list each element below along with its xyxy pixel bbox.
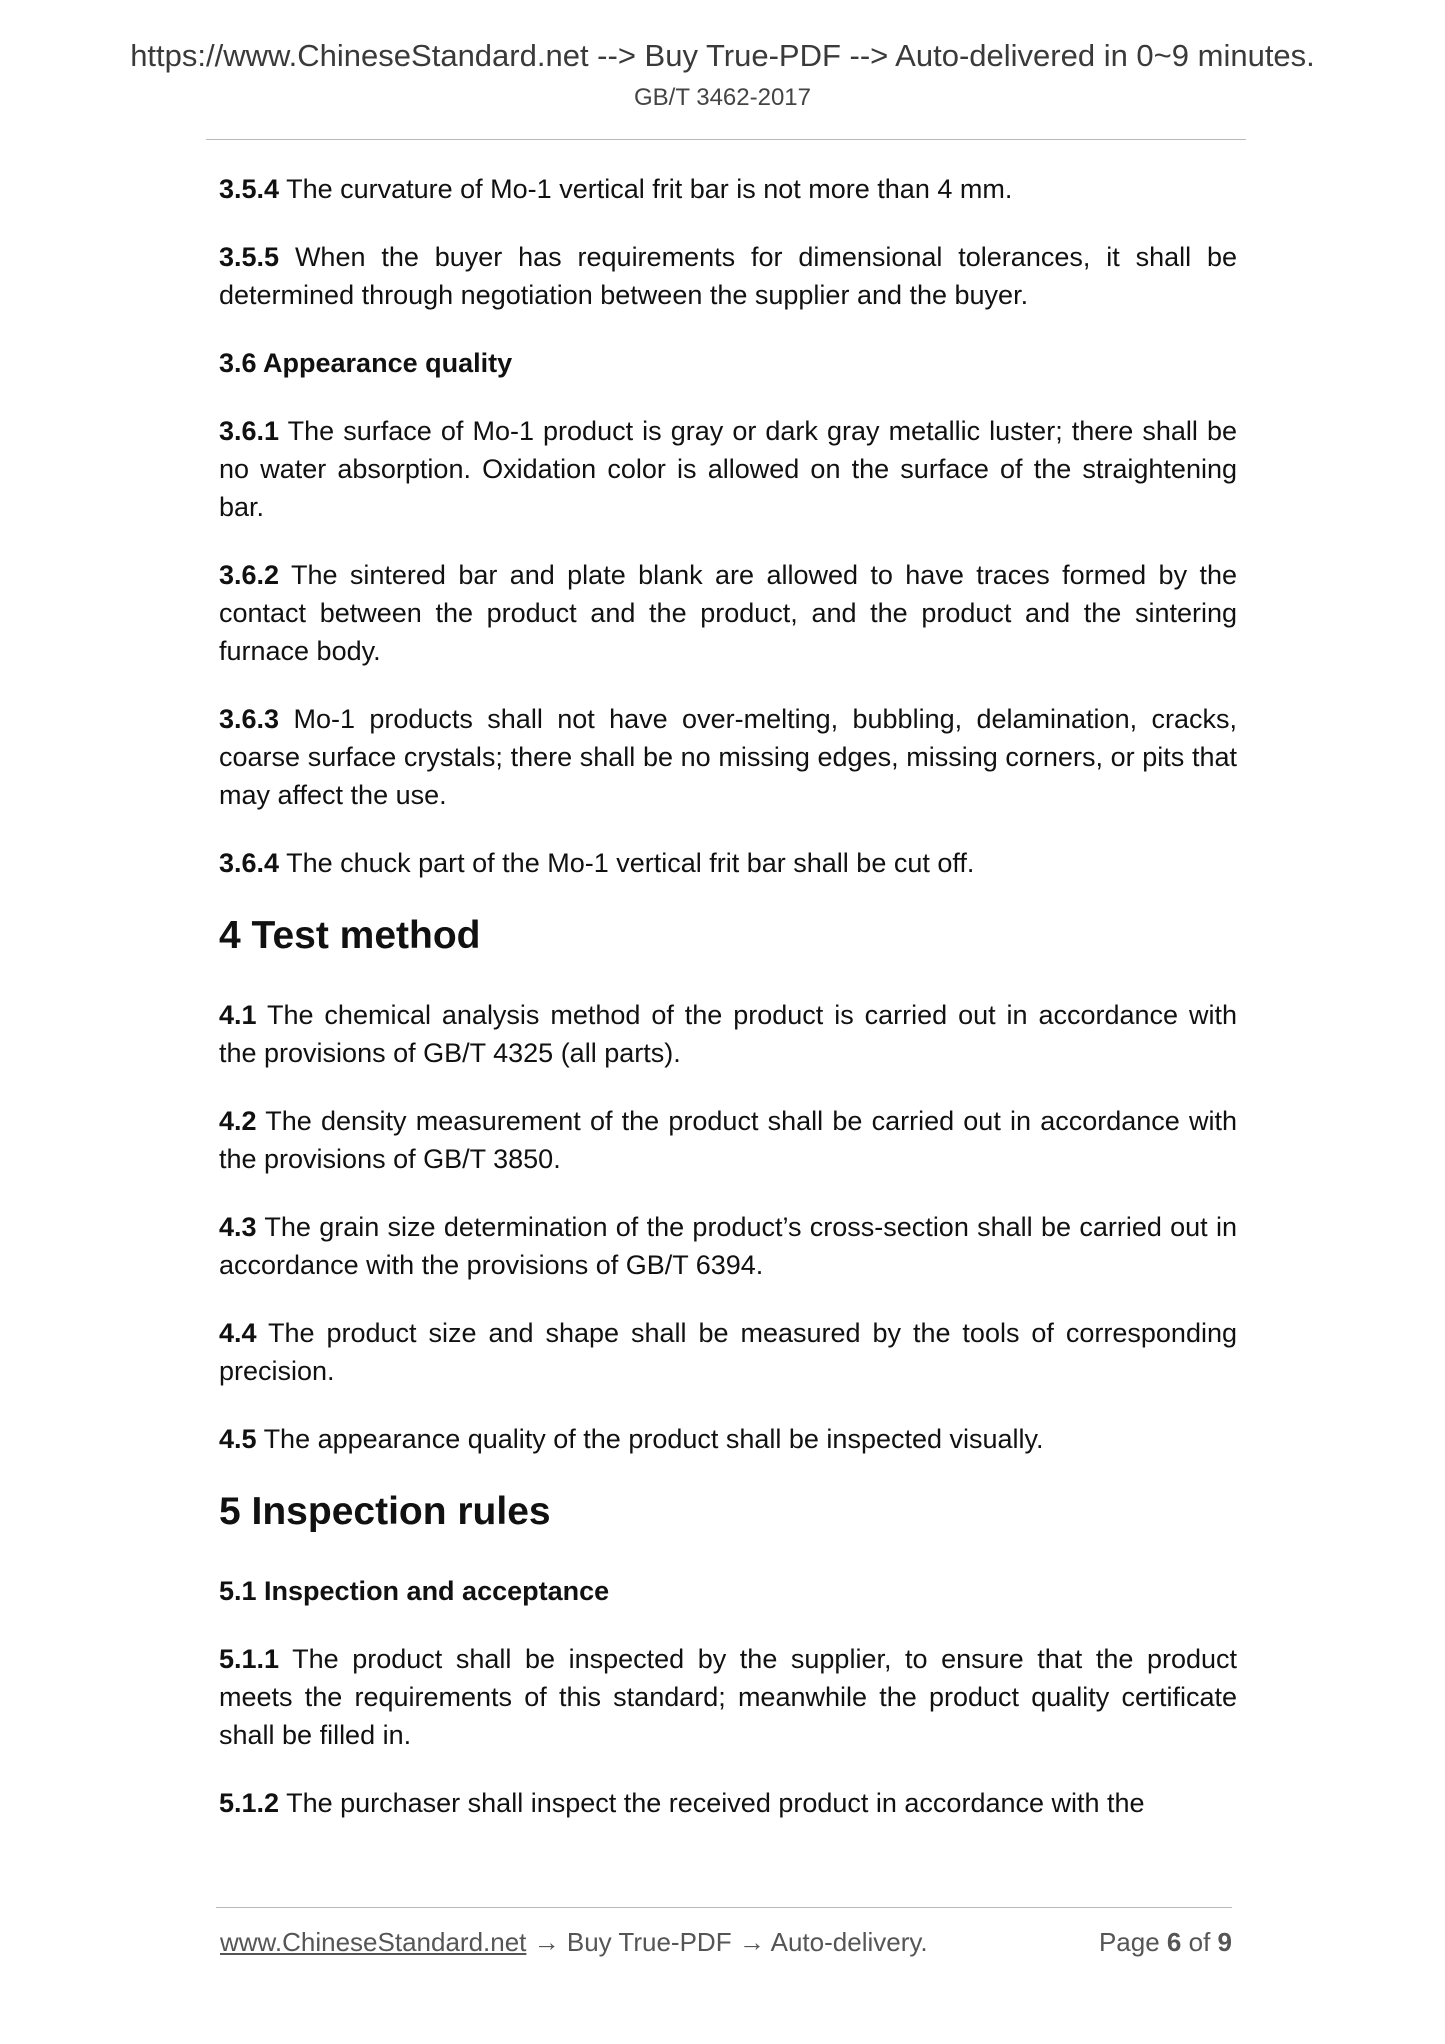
clause-number: 3.6.3 (219, 704, 280, 734)
section-heading-5: 5 Inspection rules (219, 1490, 551, 1533)
clause-3-5-5 (219, 238, 1237, 314)
clause-4-2 (219, 1102, 1237, 1178)
footer-site-link[interactable]: www.ChineseStandard.net (220, 1927, 527, 1957)
clause-number: 3.6.2 (219, 560, 280, 590)
header-divider (206, 139, 1246, 140)
clause-3-6-3 (219, 700, 1237, 814)
clause-text: Mo-1 products shall not have over-melting, bubbling, delamination, cracks, coarse surface crystals; there shall be no missing edges, missing corners, or pits that may affect the use. (219, 704, 1237, 810)
section-heading-4: 4 Test method (219, 914, 481, 957)
clause-3-6-1 (219, 412, 1237, 526)
clause-3-6-2 (219, 556, 1237, 670)
footer-divider (216, 1907, 1232, 1908)
clause-number: 4.2 (219, 1106, 257, 1136)
of-label: of (1188, 1927, 1211, 1957)
clause-text: The grain size determination of the product’s cross-section shall be carried out in accordance with the provisions of GB/T 6394. (219, 1212, 1238, 1280)
clause-text: The curvature of Mo-1 vertical frit bar is not more than 4 mm. (286, 174, 1013, 204)
clause-number: 4.3 (219, 1212, 257, 1242)
clause-number: 4.5 (219, 1424, 257, 1454)
clause-number: 3.6.1 (219, 416, 280, 446)
clause-text: The product size and shape shall be measured by the tools of corresponding precision. (219, 1318, 1237, 1386)
clause-text: The chuck part of the Mo-1 vertical frit bar shall be cut off. (286, 848, 975, 878)
clause-5-1-1 (219, 1640, 1237, 1754)
arrow-right-icon: → (533, 1927, 560, 1957)
page-indicator (1099, 1924, 1232, 1960)
clause-text: The chemical analysis method of the product is carried out in accordance with the provisions of GB/T 4325 (all parts). (219, 1000, 1238, 1068)
clause-4-4 (219, 1314, 1237, 1390)
footer-delivery-text: Auto-delivery. (770, 1927, 928, 1957)
clause-number: 3.5.5 (219, 242, 280, 272)
subsection-heading-3-6: 3.6 Appearance quality (219, 348, 513, 378)
footer-left (220, 1924, 928, 1960)
clause-text: The density measurement of the product shall be carried out in accordance with the provisions of GB/T 3850. (219, 1106, 1237, 1174)
clause-number: 3.6.4 (219, 848, 280, 878)
page-label: Page (1098, 1927, 1160, 1957)
clause-number: 5.1.2 (219, 1788, 280, 1818)
clause-text: When the buyer has requirements for dimensional tolerances, it shall be determined through negotiation between the supplier and the buyer. (219, 242, 1237, 310)
clause-text: The surface of Mo-1 product is gray or dark gray metallic luster; there shall be no water absorption. Oxidation color is allowed on the surface of the straightening bar. (219, 416, 1238, 522)
clause-4-1 (219, 996, 1237, 1072)
header-url-line: https://www.ChineseStandard.net --> Buy True-PDF --> Auto-delivered in 0~9 minutes. (130, 38, 1315, 73)
clause-number: 5.1.1 (219, 1644, 280, 1674)
clause-4-3 (219, 1208, 1237, 1284)
current-page-number: 6 (1166, 1927, 1182, 1957)
page-footer (220, 1924, 1232, 1960)
clause-text: The sintered bar and plate blank are allowed to have traces formed by the contact between the product and the product, and the product and the sintering furnace body. (219, 560, 1237, 666)
document-body (219, 170, 1237, 1852)
clause-4-5 (219, 1420, 1237, 1458)
arrow-right-icon: → (738, 1927, 765, 1957)
clause-text: The product shall be inspected by the supplier, to ensure that the product meets the requirements of this standard; meanwhile the product quality certificate shall be filled in. (219, 1644, 1238, 1750)
subsection-heading-5-1: 5.1 Inspection and acceptance (219, 1576, 610, 1606)
clause-number: 3.5.4 (219, 174, 280, 204)
clause-3-5-4 (219, 170, 1237, 208)
header-standard-code: GB/T 3462-2017 (633, 84, 811, 111)
clause-5-1-2 (219, 1784, 1237, 1822)
clause-number: 4.4 (219, 1318, 257, 1348)
page-header (0, 36, 1445, 114)
footer-buy-text: Buy True-PDF (566, 1927, 732, 1957)
total-pages-number: 9 (1217, 1927, 1232, 1957)
clause-text: The purchaser shall inspect the received product in accordance with the (286, 1788, 1145, 1818)
clause-3-6-4 (219, 844, 1237, 882)
clause-number: 4.1 (219, 1000, 257, 1030)
clause-text: The appearance quality of the product shall be inspected visually. (263, 1424, 1044, 1454)
